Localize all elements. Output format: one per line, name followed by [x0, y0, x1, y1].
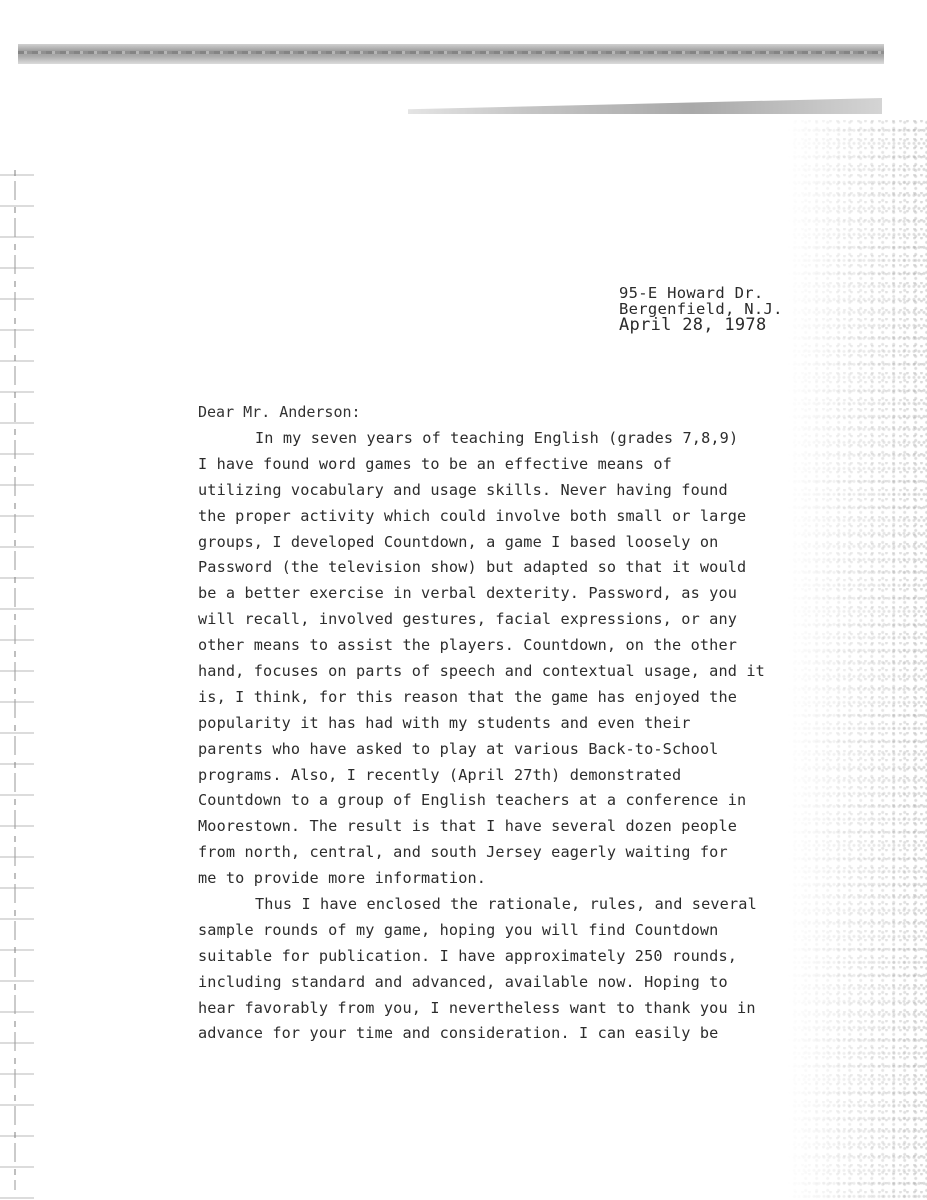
scan-artifact-left-edge — [0, 160, 34, 1200]
scan-artifact-top-bar — [18, 44, 884, 64]
body-line: hear favorably from you, I nevertheless want to thank you in — [198, 998, 756, 1017]
scan-artifact-second-bar — [408, 98, 882, 114]
body-line: parents who have asked to play at various Back-to-School — [198, 739, 719, 758]
return-address — [619, 285, 869, 333]
body-line: including standard and advanced, available now. Hoping to — [198, 972, 728, 991]
body-line: the proper activity which could involve both small or large — [198, 506, 747, 525]
body-line: groups, I developed Countdown, a game I based loosely on — [198, 532, 719, 551]
letter-body — [198, 426, 848, 1047]
body-line: hand, focuses on parts of speech and contextual usage, and it — [198, 662, 765, 681]
salutation: Dear Mr. Anderson: — [198, 403, 361, 421]
body-line: In my seven years of teaching English (grades 7,8,9) — [255, 429, 739, 447]
body-line: Thus I have enclosed the rationale, rules, and several — [255, 895, 757, 914]
body-line: advance for your time and consideration. I can easily be — [198, 1024, 719, 1043]
scan-artifact-left-line — [14, 170, 16, 1190]
body-line: from north, central, and south Jersey eagerly waiting for — [198, 843, 728, 862]
body-line: programs. Also, I recently (April 27th) demonstrated — [198, 765, 682, 784]
body-line: popularity it has had with my students and even their — [198, 713, 691, 732]
body-line: suitable for publication. I have approximately 250 rounds, — [198, 946, 738, 965]
body-line: Moorestown. The result is that I have several dozen people — [198, 817, 738, 836]
letter-date: April 28, 1978 — [619, 315, 767, 335]
body-line: me to provide more information. — [198, 869, 487, 888]
body-line: be a better exercise in verbal dexterity. Password, as you — [198, 584, 738, 603]
body-line: is, I think, for this reason that the game has enjoyed the — [198, 687, 738, 706]
body-line: I have found word games to be an effective means of — [198, 454, 672, 473]
body-line: Countdown to a group of English teachers at a conference in — [198, 791, 747, 810]
address-street: 95-E Howard Dr. — [619, 284, 764, 302]
body-line: will recall, involved gestures, facial expressions, or any — [198, 610, 738, 629]
body-line: utilizing vocabulary and usage skills. Never having found — [198, 480, 728, 499]
body-line: Password (the television show) but adapted so that it would — [198, 558, 747, 577]
body-line: sample rounds of my game, hoping you will find Countdown — [198, 920, 719, 939]
body-line: other means to assist the players. Countdown, on the other — [198, 636, 738, 655]
address-city: Bergenfield, N.J. — [619, 300, 783, 318]
